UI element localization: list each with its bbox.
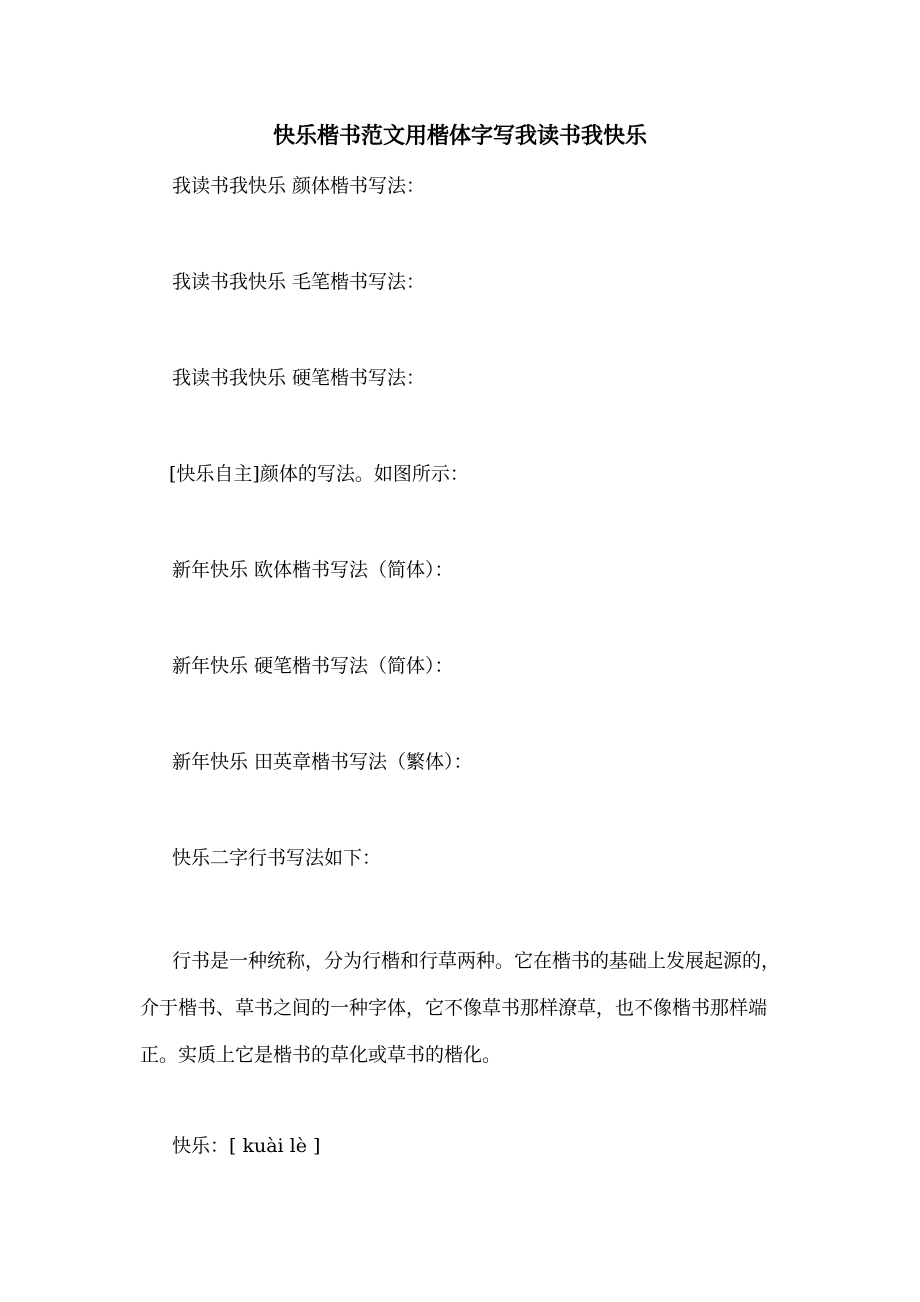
text-line-ou-style: 新年快乐 欧体楷书写法（简体）： xyxy=(172,559,454,581)
running-script-paragraph: 行书是一种统称，分为行楷和行草两种。它在楷书的基础上发展起源的，介于楷书、草书之间的一种字体，它不像草书那样潦草，也不像楷书那样端正。实质上它是楷书的草化或草书的楷化。 xyxy=(140,950,781,1066)
text-line-yan-style: 我读书我快乐 颜体楷书写法： xyxy=(172,175,426,197)
text-line-tian-traditional: 新年快乐 田英章楷书写法（繁体）： xyxy=(172,751,473,773)
text-line-running-script: 快乐二字行书写法如下： xyxy=(172,847,382,869)
text-line-brush-style: 我读书我快乐 毛笔楷书写法： xyxy=(172,271,426,293)
pinyin-line: 快乐：[ kuài lè ] xyxy=(172,1135,321,1157)
text-line-yan-writing: [快乐自主]颜体的写法。如图所示： xyxy=(169,463,469,485)
text-line-pen-simplified: 新年快乐 硬笔楷书写法（简体）： xyxy=(172,655,454,677)
document-title: 快乐楷书范文用楷体字写我读书我快乐 xyxy=(272,123,647,149)
text-line-pen-style: 我读书我快乐 硬笔楷书写法： xyxy=(172,367,426,389)
